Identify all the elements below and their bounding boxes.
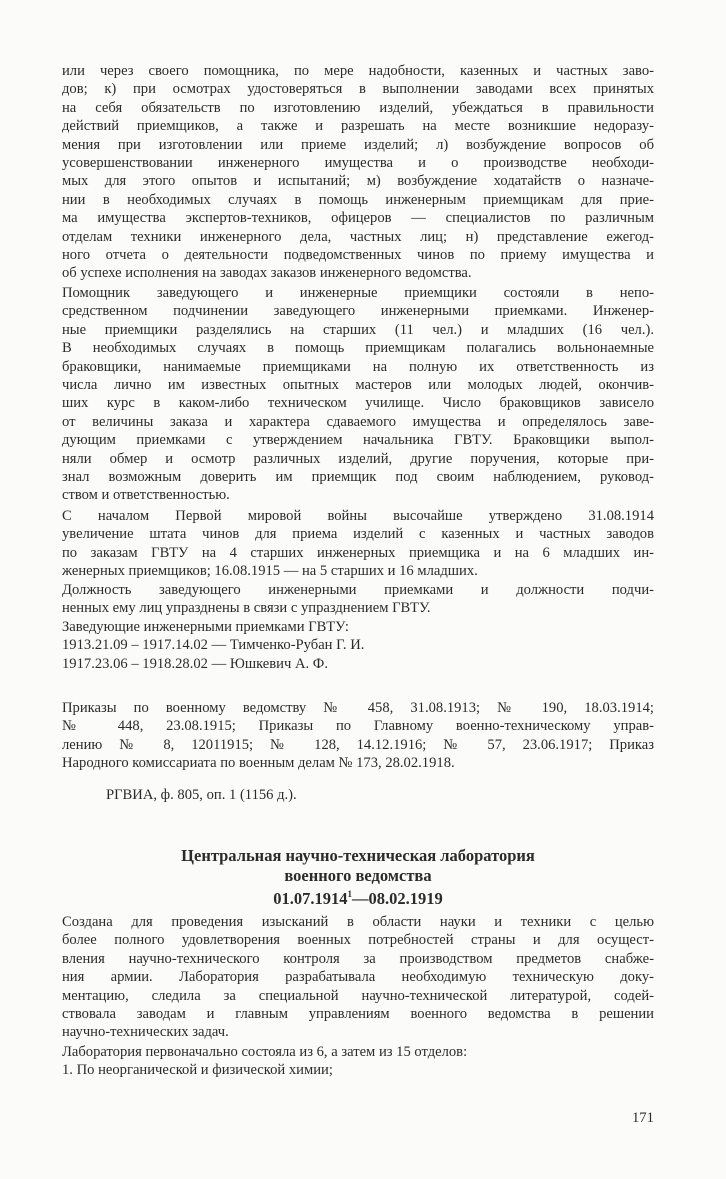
text-line: действий приемщиков, а также и разрешать на месте возникшие недоразу- [62, 118, 654, 135]
text-line: Должность заведующего инженерными приемками и должности подчи- [62, 582, 654, 598]
heading-line: Центральная научно-техническая лаборатория [181, 846, 535, 865]
heading-line: военного ведомства [284, 865, 432, 885]
text-line: ших курс в каком-либо техническом училище. Число браковщиков зависело [62, 395, 654, 412]
text-line: Лаборатория первоначально состояла из 6, а затем из 15 отделов: [62, 1044, 468, 1060]
text-line: ные приемщики разделялись на старших (11 чел.) и младших (16 чел.). [62, 321, 654, 338]
footnote-mark: 1 [347, 889, 352, 899]
text-line: числа лично им известных опытных мастеров или молодых людей, окончив- [62, 377, 654, 394]
text-line: № 448, 23.08.1915; Приказы по Главному военно-техническому управ- [62, 718, 654, 735]
text-line: 1. По неорганической и физической химии; [62, 1062, 333, 1079]
text-line: дов; к) при осмотрах удостоверяться в выполнении заводами всех принятых [62, 81, 654, 98]
text-line: ствовала заводам и главным управлениям военного ведомства в решении [62, 1006, 654, 1023]
head-entry: 1917.23.06 – 1918.28.02 — Юшкевич А. Ф. [62, 655, 328, 672]
text-line: Народного комиссариата по военным делам № 173, 28.02.1918. [62, 755, 455, 772]
paragraph-lab [62, 913, 654, 1042]
text-line: женерных приемщиков; 16.08.1915 — на 5 старших и 16 младших. [62, 563, 478, 580]
text-line: усовершенствовании инженерного имущества и о производстве необходи- [62, 155, 654, 172]
paragraph-duties [62, 62, 654, 283]
text-line: мения при изготовлении или приеме изделий; л) возбуждение вопросов об [62, 136, 654, 153]
text-line: вления научно-технического контроля за производством предметов снабже- [62, 950, 654, 967]
text-line: отделам техники инженерного дела, частных лиц; н) представление ежегод- [62, 228, 654, 245]
archive-reference [106, 786, 654, 804]
text-line: увеличение штата чинов для приема изделий с казенных и частных заводов [62, 526, 654, 543]
paragraph-war [62, 507, 654, 581]
text-line: от величины заказа и характера сдаваемого имущества и определялось заве- [62, 413, 654, 430]
orders-source [62, 699, 654, 773]
text-line: ния армии. Лаборатория разрабатывала необходимую техническую доку- [62, 969, 654, 986]
text-line: няли обмер и осмотр различных изделий, другие поручения, которые при- [62, 450, 654, 467]
heads-label: Заведующие инженерными приемками ГВТУ: [62, 619, 349, 635]
page-number: 171 [632, 1110, 654, 1126]
text-line: дующим приемками с утверждением начальника ГВТУ. Браковщики выпол- [62, 432, 654, 449]
text-line: или через своего помощника, по мере надобности, казенных и частных заво- [62, 63, 654, 79]
text-line: средственном подчинении заведующего инженерными приемками. Инженер- [62, 303, 654, 320]
text-line: ством и ответственностью. [62, 487, 230, 504]
paragraph-abolished [62, 581, 654, 618]
text-line: об успехе исполнения на заводах заказов инженерного ведомства. [62, 265, 472, 282]
text-line: мых для этого опытов и испытаний; м) возбуждение ходатайств о назначе- [62, 173, 654, 190]
date-end: —08.02.1919 [352, 889, 443, 908]
heading-dates [62, 885, 654, 909]
text-line: ма имущества экспертов-техников, офицеров — специалистов по различным [62, 210, 654, 227]
text-line: нии в необходимых случаях в помощь инженерным приемщикам для прие- [62, 191, 654, 208]
text-line: Создана для проведения изысканий в области науки и техники с целью [62, 914, 654, 930]
text-line: научно-технических задач. [62, 1024, 229, 1041]
text-line: Помощник заведующего и инженерные приемщики состояли в непо- [62, 285, 654, 301]
text-line: Приказы по военному ведомству № 458, 31.08.1913; № 190, 18.03.1914; [62, 700, 654, 716]
section-heading [62, 846, 654, 909]
head-entry: 1913.21.09 – 1917.14.02 — Тимченко-Рубан Г. И. [62, 637, 365, 654]
date-start: 01.07.1914 [273, 889, 348, 908]
text-line: РГВИА, ф. 805, оп. 1 (1156 д.). [106, 787, 297, 803]
text-line: ного отчета о деятельности подведомственных чинов по приему имущества и [62, 247, 654, 264]
text-line: ненных ему лиц упразднены в связи с упразднением ГВТУ. [62, 600, 431, 617]
text-line: С началом Первой мировой войны высочайше утверждено 31.08.1914 [62, 508, 654, 524]
text-line: браковщики, нанимаемые приемщиками на полную их ответственность из [62, 358, 654, 375]
text-line: ментацию, следила за специальной научно-технической литературой, содей- [62, 987, 654, 1004]
text-line: более полного удовлетворения военных потребностей страны и для осущест- [62, 932, 654, 949]
heads-list [62, 618, 654, 673]
paragraph-staff [62, 284, 654, 505]
text-line: В необходимых случаях в помощь приемщикам полагались вольнонаемные [62, 340, 654, 357]
text-line: по заказам ГВТУ на 4 старших инженерных приемщика и на 6 младших ин- [62, 544, 654, 561]
departments-list [62, 1043, 654, 1080]
text-line: знал возможным доверить им приемщик под своим наблюдением, руковод- [62, 469, 654, 486]
text-line: на себя обязательств по изготовлению изделий, убеждаться в правильности [62, 99, 654, 116]
text-line: лению № 8, 12011915; № 128, 14.12.1916; № 57, 23.06.1917; Приказ [62, 736, 654, 753]
